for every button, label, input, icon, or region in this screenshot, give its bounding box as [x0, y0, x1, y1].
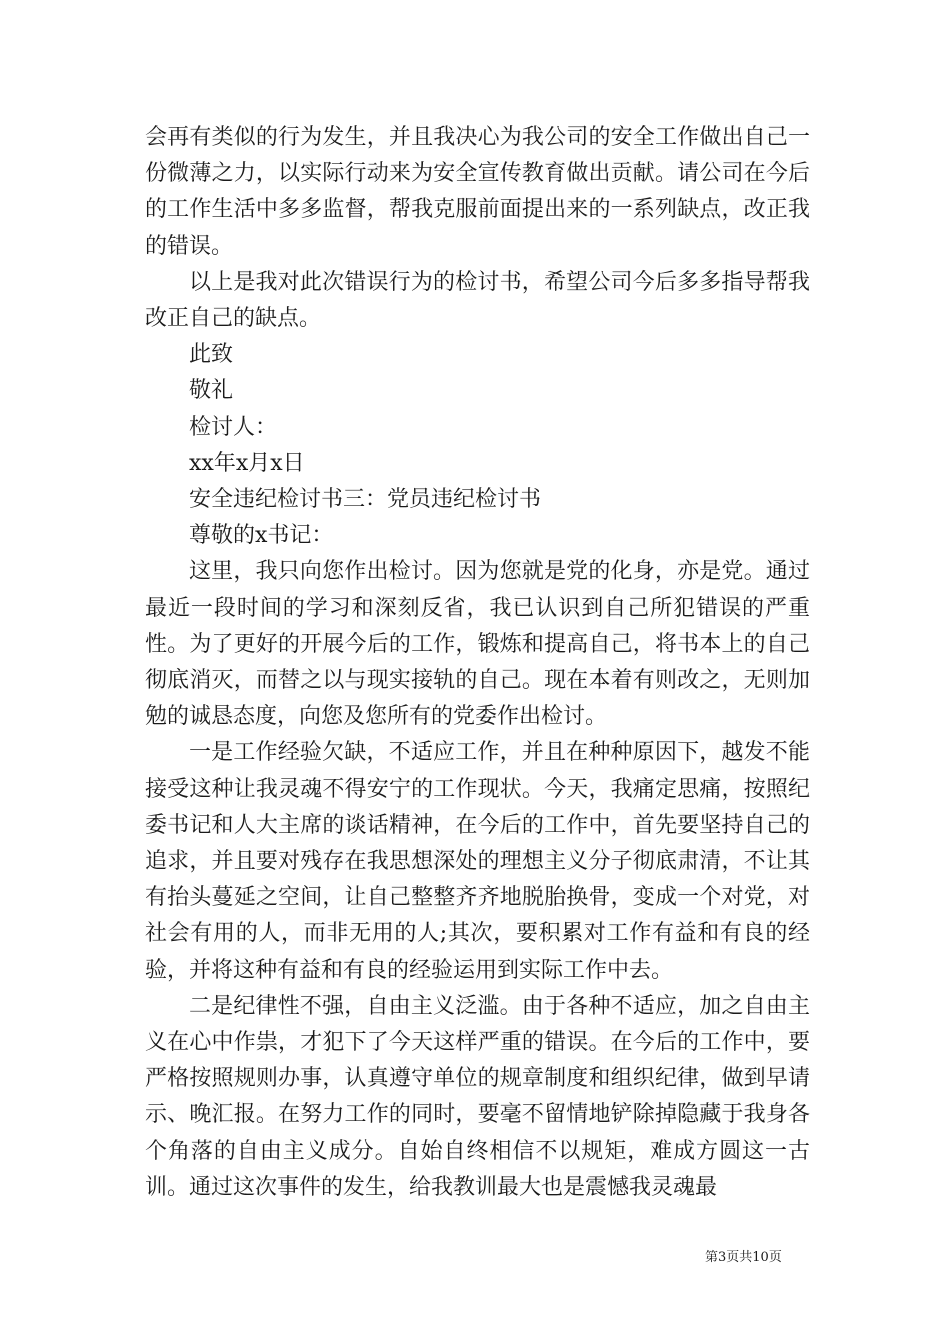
- document-body: [145, 120, 810, 1206]
- date-line: xx年x月x日: [189, 450, 305, 476]
- paragraph-conclusion: 以上是我对此次错误行为的检讨书，希望公司今后多多指导帮我改正自己的缺点。: [145, 269, 810, 332]
- greeting: 尊敬的x书记：: [189, 523, 334, 549]
- closing-salutation: 此致: [189, 342, 234, 368]
- closing-regards: 敬礼: [189, 378, 234, 404]
- paragraph-intro: 这里，我只向您作出检讨。因为您就是党的化身，亦是党。通过最近一段时间的学习和深刻反省，我已认识到自己所犯错误的严重性。为了更好的开展今后的工作，锻炼和提高自己，将书本上的自己彻底消灭，而替之以与现实接轨的自己。现在本着有则改之，无则加勉的诚恳态度，向您及您所有的党委作出检讨。: [145, 559, 810, 730]
- paragraph-point-two: 二是纪律性不强，自由主义泛滥。由于各种不适应，加之自由主义在心中作祟，才犯下了今天这样严重的错误。在今后的工作中，要严格按照规则办事，认真遵守单位的规章制度和组织纪律，做到早请示、晚汇报。在努力工作的同时，要毫不留情地铲除掉隐藏于我身各个角落的自由主义成分。自始自终相信不以规矩，难成方圆这一古训。通过这次事件的发生，给我教训最大也是震憾我灵魂最: [145, 993, 810, 1200]
- signature-label: 检讨人：: [189, 414, 278, 440]
- paragraph-point-one: 一是工作经验欠缺，不适应工作，并且在种种原因下，越发不能接受这种让我灵魂不得安宁的工作现状。今天，我痛定思痛，按照纪委书记和人大主席的谈话精神，在今后的工作中，首先要坚持自己的追求，并且要对残存在我思想深处的理想主义分子彻底肃清，不让其有抬头蔓延之空间，让自己整整齐齐地脱胎换骨，变成一个对党，对社会有用的人，而非无用的人;其次，要积累对工作有益和有良的经验，并将这种有益和有良的经验运用到实际工作中去。: [145, 740, 810, 983]
- paragraph-continuation: 会再有类似的行为发生，并且我决心为我公司的安全工作做出自己一份微薄之力，以实际行动来为安全宣传教育做出贡献。请公司在今后的工作生活中多多监督，帮我克服前面提出来的一系列缺点，改正我的错误。: [145, 125, 810, 259]
- section-heading: 安全违纪检讨书三：党员违纪检讨书: [189, 487, 542, 513]
- page-number: 第3页共10页: [705, 1250, 782, 1265]
